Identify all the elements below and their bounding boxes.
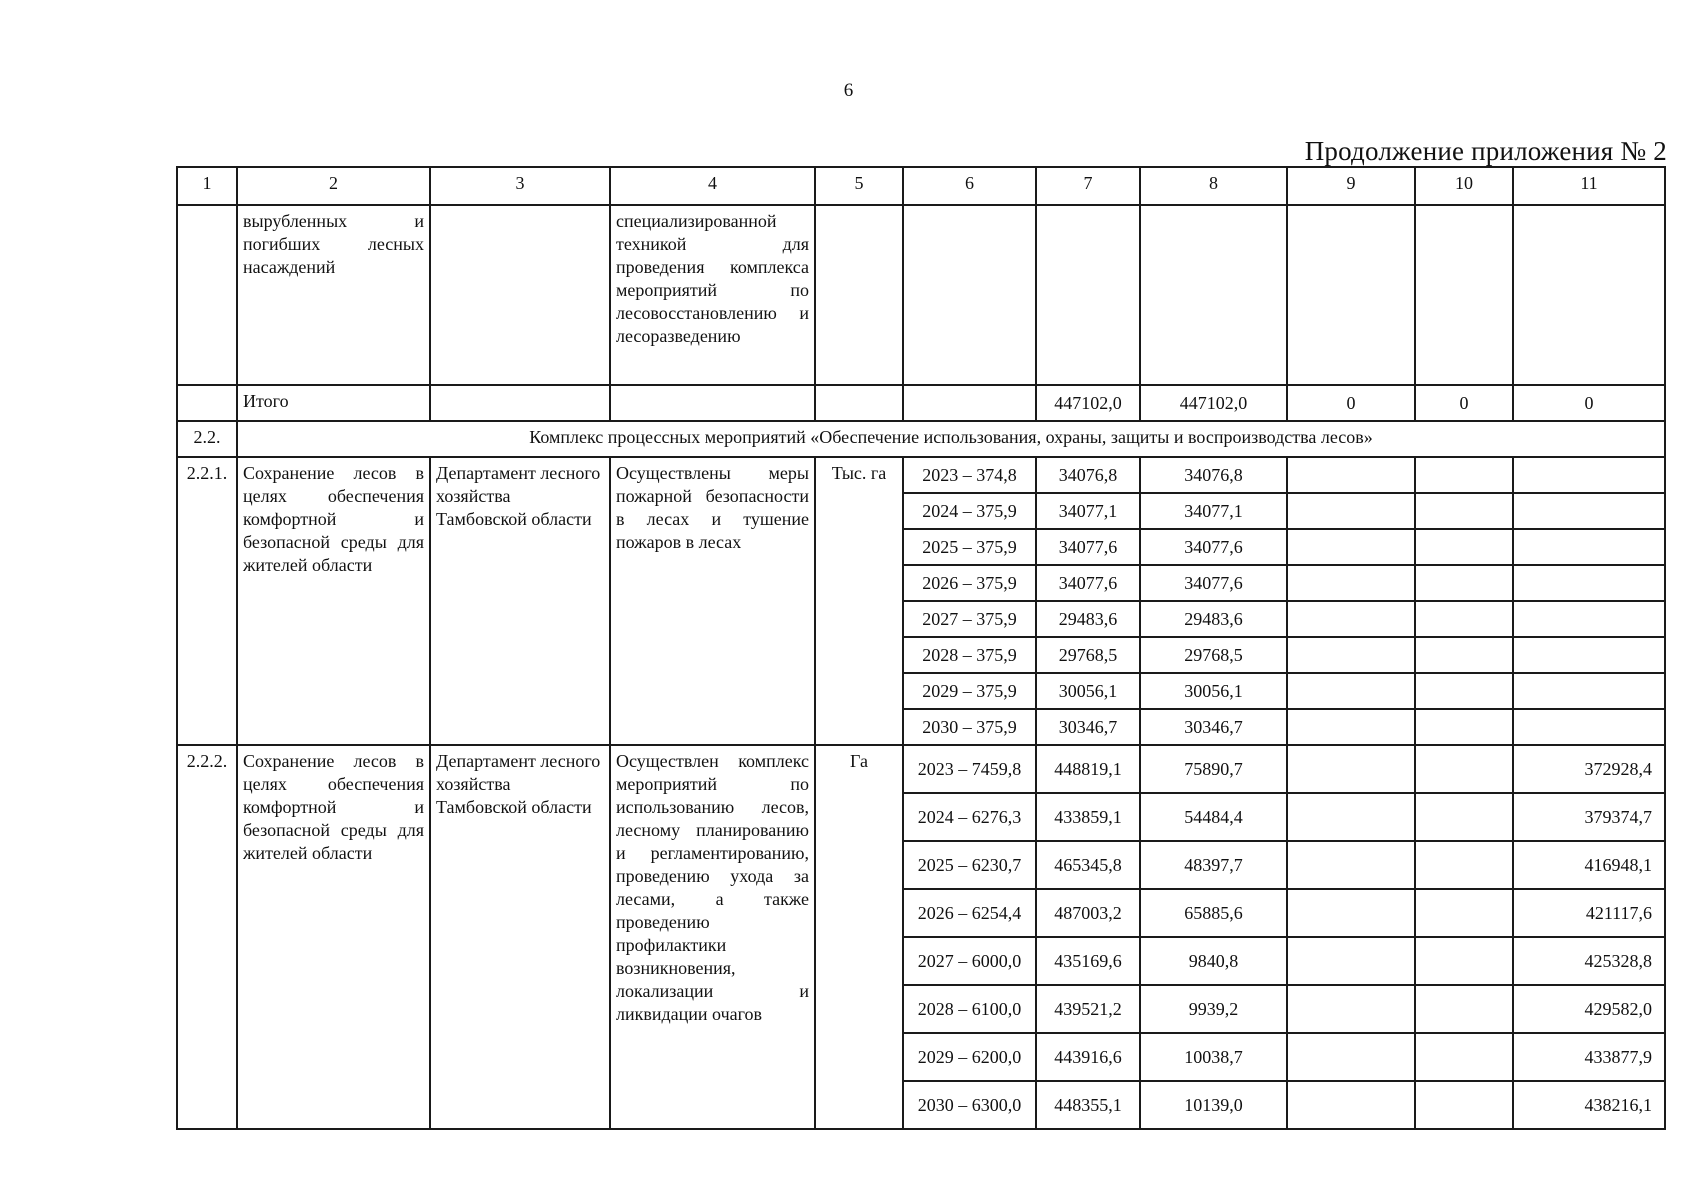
column-header: 2 [237, 167, 430, 205]
year-indicator: 2029 – 375,9 [903, 673, 1036, 709]
year-indicator: 2027 – 6000,0 [903, 937, 1036, 985]
column-header: 6 [903, 167, 1036, 205]
empty-cell [430, 385, 610, 421]
col8-value: 34077,6 [1140, 529, 1287, 565]
column-header: 7 [1036, 167, 1140, 205]
col10-value [1415, 709, 1513, 745]
empty-cell [1287, 205, 1415, 385]
col7-value: 34077,6 [1036, 565, 1140, 601]
col8-value: 10139,0 [1140, 1081, 1287, 1129]
col7-value: 465345,8 [1036, 841, 1140, 889]
unit-of-measure: Тыс. га [815, 457, 903, 745]
year-indicator: 2026 – 6254,4 [903, 889, 1036, 937]
empty-cell [1415, 205, 1513, 385]
empty-cell [177, 205, 237, 385]
col10-value [1415, 841, 1513, 889]
total-col9: 0 [1287, 385, 1415, 421]
col8-value: 29483,6 [1140, 601, 1287, 637]
empty-cell [1513, 205, 1665, 385]
col7-value: 34076,8 [1036, 457, 1140, 493]
col10-value [1415, 457, 1513, 493]
col11-value [1513, 673, 1665, 709]
col7-value: 448819,1 [1036, 745, 1140, 793]
continued-row [177, 205, 1665, 385]
empty-cell [815, 385, 903, 421]
empty-cell [815, 205, 903, 385]
col10-value [1415, 493, 1513, 529]
empty-cell [1140, 205, 1287, 385]
col11-value [1513, 565, 1665, 601]
col10-value [1415, 673, 1513, 709]
col9-value [1287, 841, 1415, 889]
section-row [177, 421, 1665, 457]
empty-cell [1036, 205, 1140, 385]
col8-value: 34076,8 [1140, 457, 1287, 493]
total-col11: 0 [1513, 385, 1665, 421]
appendix-title: Продолжение приложения № 2 [1304, 136, 1667, 166]
responsible-department: Департамент лесного хозяйства Тамбовской области [430, 745, 610, 1129]
column-header: 1 [177, 167, 237, 205]
activity-number: 2.2.2. [177, 745, 237, 1129]
col11-value: 429582,0 [1513, 985, 1665, 1033]
col8-value: 75890,7 [1140, 745, 1287, 793]
activity-result: Осуществлены меры пожарной безопасности в лесах и тушение пожаров в лесах [610, 457, 815, 745]
column-header: 11 [1513, 167, 1665, 205]
col8-value: 10038,7 [1140, 1033, 1287, 1081]
table-row [177, 745, 1665, 793]
continued-activity-name: вырубленных и погибших лесных насаждений [237, 205, 430, 385]
col8-value: 29768,5 [1140, 637, 1287, 673]
col9-value [1287, 889, 1415, 937]
year-indicator: 2027 – 375,9 [903, 601, 1036, 637]
activity-result: Осуществлен комплекс мероприятий по использованию лесов, лесному планированию и регламентированию, проведению ухода за лесами, а также проведению профилактики возникновения, локализации и ликвидации очагов [610, 745, 815, 1129]
col10-value [1415, 529, 1513, 565]
col11-value: 425328,8 [1513, 937, 1665, 985]
col11-value: 438216,1 [1513, 1081, 1665, 1129]
column-header: 5 [815, 167, 903, 205]
col10-value [1415, 601, 1513, 637]
col11-value [1513, 709, 1665, 745]
col9-value [1287, 601, 1415, 637]
column-header: 3 [430, 167, 610, 205]
col9-value [1287, 793, 1415, 841]
year-indicator: 2023 – 374,8 [903, 457, 1036, 493]
col10-value [1415, 565, 1513, 601]
empty-cell [903, 205, 1036, 385]
col7-value: 34077,1 [1036, 493, 1140, 529]
program-table [176, 166, 1666, 1130]
col7-value: 29483,6 [1036, 601, 1140, 637]
col8-value: 54484,4 [1140, 793, 1287, 841]
col9-value [1287, 637, 1415, 673]
col11-value: 421117,6 [1513, 889, 1665, 937]
col10-value [1415, 793, 1513, 841]
col11-value: 416948,1 [1513, 841, 1665, 889]
total-col8: 447102,0 [1140, 385, 1287, 421]
col9-value [1287, 745, 1415, 793]
empty-cell [177, 385, 237, 421]
col9-value [1287, 709, 1415, 745]
col10-value [1415, 637, 1513, 673]
empty-cell [903, 385, 1036, 421]
empty-cell [430, 205, 610, 385]
col11-value [1513, 457, 1665, 493]
section-title: Комплекс процессных мероприятий «Обеспечение использования, охраны, защиты и воспроизводства лесов» [237, 421, 1665, 457]
col10-value [1415, 1081, 1513, 1129]
col8-value: 30056,1 [1140, 673, 1287, 709]
table-row [177, 457, 1665, 493]
col8-value: 9939,2 [1140, 985, 1287, 1033]
col7-value: 448355,1 [1036, 1081, 1140, 1129]
col9-value [1287, 457, 1415, 493]
col8-value: 30346,7 [1140, 709, 1287, 745]
col7-value: 443916,6 [1036, 1033, 1140, 1081]
activity-name: Сохранение лесов в целях обеспечения комфортной и безопасной среды для жителей области [237, 745, 430, 1129]
column-number-header-row [177, 167, 1665, 205]
col11-value: 379374,7 [1513, 793, 1665, 841]
year-indicator: 2029 – 6200,0 [903, 1033, 1036, 1081]
col7-value: 30056,1 [1036, 673, 1140, 709]
col11-value [1513, 529, 1665, 565]
year-indicator: 2030 – 6300,0 [903, 1081, 1036, 1129]
col11-value [1513, 601, 1665, 637]
total-col7: 447102,0 [1036, 385, 1140, 421]
col7-value: 435169,6 [1036, 937, 1140, 985]
continued-activity-result: специализированной техникой для проведения комплекса мероприятий по лесовосстановлению и лесоразведению [610, 205, 815, 385]
activity-name: Сохранение лесов в целях обеспечения комфортной и безопасной среды для жителей области [237, 457, 430, 745]
col10-value [1415, 745, 1513, 793]
responsible-department: Департамент лесного хозяйства Тамбовской области [430, 457, 610, 745]
col8-value: 48397,7 [1140, 841, 1287, 889]
col9-value [1287, 673, 1415, 709]
col7-value: 433859,1 [1036, 793, 1140, 841]
year-indicator: 2024 – 375,9 [903, 493, 1036, 529]
year-indicator: 2023 – 7459,8 [903, 745, 1036, 793]
total-row [177, 385, 1665, 421]
year-indicator: 2026 – 375,9 [903, 565, 1036, 601]
col8-value: 34077,6 [1140, 565, 1287, 601]
col7-value: 30346,7 [1036, 709, 1140, 745]
year-indicator: 2030 – 375,9 [903, 709, 1036, 745]
col11-value: 433877,9 [1513, 1033, 1665, 1081]
empty-cell [610, 385, 815, 421]
col10-value [1415, 937, 1513, 985]
col9-value [1287, 985, 1415, 1033]
col9-value [1287, 529, 1415, 565]
total-label: Итого [237, 385, 430, 421]
col11-value [1513, 637, 1665, 673]
year-indicator: 2024 – 6276,3 [903, 793, 1036, 841]
col11-value: 372928,4 [1513, 745, 1665, 793]
activity-number: 2.2.1. [177, 457, 237, 745]
column-header: 10 [1415, 167, 1513, 205]
unit-of-measure: Га [815, 745, 903, 1129]
col9-value [1287, 493, 1415, 529]
year-indicator: 2025 – 375,9 [903, 529, 1036, 565]
col10-value [1415, 1033, 1513, 1081]
column-header: 4 [610, 167, 815, 205]
column-header: 9 [1287, 167, 1415, 205]
total-col10: 0 [1415, 385, 1513, 421]
col7-value: 34077,6 [1036, 529, 1140, 565]
col9-value [1287, 937, 1415, 985]
col9-value [1287, 1033, 1415, 1081]
col10-value [1415, 985, 1513, 1033]
page-number: 6 [843, 80, 854, 101]
col7-value: 29768,5 [1036, 637, 1140, 673]
col7-value: 487003,2 [1036, 889, 1140, 937]
column-header: 8 [1140, 167, 1287, 205]
col9-value [1287, 1081, 1415, 1129]
year-indicator: 2028 – 6100,0 [903, 985, 1036, 1033]
col7-value: 439521,2 [1036, 985, 1140, 1033]
section-number: 2.2. [177, 421, 237, 457]
col11-value [1513, 493, 1665, 529]
col10-value [1415, 889, 1513, 937]
col8-value: 34077,1 [1140, 493, 1287, 529]
col9-value [1287, 565, 1415, 601]
year-indicator: 2025 – 6230,7 [903, 841, 1036, 889]
col8-value: 65885,6 [1140, 889, 1287, 937]
col8-value: 9840,8 [1140, 937, 1287, 985]
year-indicator: 2028 – 375,9 [903, 637, 1036, 673]
